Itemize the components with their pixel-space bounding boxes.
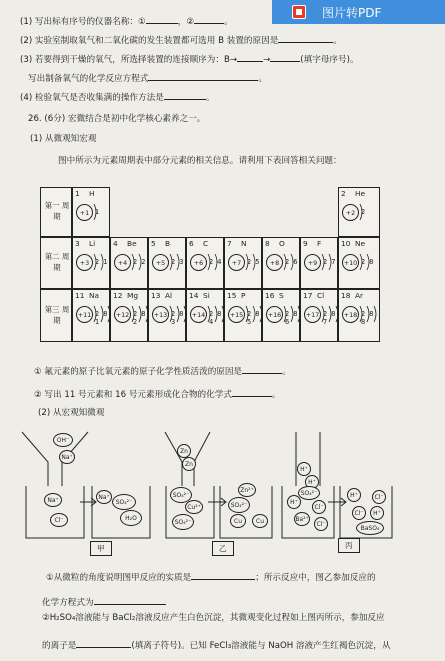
- precipitate-baso4: BaSO₄: [356, 521, 384, 535]
- electron-shells: 2: [361, 208, 367, 216]
- nucleus-charge: +4: [114, 254, 131, 271]
- element-symbol: He: [355, 189, 366, 198]
- electron-shell-arcs: [358, 303, 382, 325]
- ion-oh: OH⁻: [53, 433, 73, 447]
- nucleus-charge: +13: [152, 306, 169, 323]
- nucleus-charge: +12: [114, 306, 131, 323]
- element-number: 12: [113, 291, 123, 300]
- ion-h: H⁺: [297, 462, 311, 476]
- electron-shells: 2 8 1: [95, 310, 109, 326]
- element-number: 8: [265, 239, 270, 248]
- electron-shell-arcs: [92, 201, 116, 223]
- ion-cl: Cl⁻: [314, 517, 328, 531]
- element-cell-n: [224, 237, 262, 289]
- question-b1: ①从微粒的角度说明图甲反应的实质是 ；所示反应中，图乙参加反应的: [46, 570, 376, 583]
- electron-shells: 2 6: [285, 258, 299, 266]
- nucleus-charge: +6: [190, 254, 207, 271]
- diagram-label-bing: 丙: [338, 538, 360, 553]
- ion-so4: SO₄²⁻: [228, 497, 250, 513]
- electron-shell-arcs: [358, 201, 382, 223]
- element-number: 10: [341, 239, 351, 248]
- ion-h: H⁺: [305, 475, 319, 489]
- element-cell-b: [148, 237, 186, 289]
- element-cell-o: [262, 237, 300, 289]
- element-number: 3: [75, 239, 80, 248]
- diagram-label-jia: 甲: [90, 541, 112, 556]
- element-symbol: B: [165, 239, 171, 248]
- ion-so4: SO₄²⁻: [170, 487, 192, 503]
- element-cell-s: [262, 289, 300, 342]
- question-b2-continued: 的离子是 (填离子符号)。已知 FeCl₃溶液能与 NaOH 溶液产生红褐色沉淀，从: [42, 638, 390, 651]
- nucleus-charge: +18: [342, 306, 359, 323]
- element-symbol: Li: [89, 239, 96, 248]
- element-symbol: Cl: [317, 291, 325, 300]
- electron-shells: 2 3: [171, 258, 185, 266]
- ion-na: Na⁺: [44, 493, 62, 507]
- question-26-heading: 26. (6分) 宏微结合是初中化学核心素养之一。: [28, 114, 206, 124]
- element-number: 15: [227, 291, 237, 300]
- element-cell-he: [338, 187, 380, 237]
- period-1-label: 第一 周期: [44, 201, 70, 222]
- element-number: 16: [265, 291, 275, 300]
- element-symbol: F: [317, 239, 322, 248]
- electron-shells: 2 1: [95, 258, 109, 266]
- arrow-jia: [80, 498, 96, 506]
- ion-cl: Cl⁻: [312, 500, 326, 514]
- element-symbol: Si: [203, 291, 210, 300]
- nucleus-charge: +16: [266, 306, 283, 323]
- electron-shells: 2 8 2: [133, 310, 147, 326]
- nucleus-charge: +10: [342, 254, 359, 271]
- ion-h: H⁺: [370, 506, 384, 520]
- ion-na: Na⁺: [96, 490, 112, 504]
- electron-shells: 2 8 4: [209, 310, 223, 326]
- element-symbol: Na: [89, 291, 100, 300]
- section-1-description: 图中所示为元素周期表中部分元素的相关信息。请利用下表回答相关问题：: [58, 156, 342, 166]
- ion-cl: Cl⁻: [50, 513, 68, 527]
- element-number: 1: [75, 189, 80, 198]
- electron-shells: 2 5: [247, 258, 261, 266]
- ion-h: H⁺: [347, 488, 361, 502]
- ion-h: H⁺: [287, 495, 301, 509]
- period-label-cell: [40, 289, 72, 342]
- question-2: (2) 实验室制取氧气和二氧化碳的发生装置都可选用 B 装置的原因是 。: [20, 33, 342, 46]
- nucleus-charge: +14: [190, 306, 207, 323]
- badge-label: 图片转PDF: [322, 5, 382, 20]
- ion-so4: SO₄²⁻: [172, 514, 194, 530]
- atom-cu: Cu: [230, 514, 246, 528]
- nucleus-charge: +7: [228, 254, 245, 271]
- period-label-cell: [40, 237, 72, 289]
- nucleus-charge: +11: [76, 306, 93, 323]
- element-cell-na: [72, 289, 110, 342]
- element-cell-be: [110, 237, 148, 289]
- element-cell-p: [224, 289, 262, 342]
- nucleus-charge: +9: [304, 254, 321, 271]
- question-b2: ②H₂SO₄溶液能与 BaCl₂溶液反应产生白色沉淀，其微观变化过程如上图丙所示，参加反应: [42, 613, 385, 623]
- arrow-bing: [328, 498, 346, 506]
- question-3-equation: 写出制备氧气的化学反应方程式 。: [28, 71, 267, 84]
- atom-cu: Cu: [252, 514, 268, 528]
- element-cell-si: [186, 289, 224, 342]
- element-number: 7: [227, 239, 232, 248]
- ion-so4: SO₄²⁻: [112, 494, 136, 510]
- question-3: (3) 若要得到干燥的氧气，所选择装置的连接顺序为：B→ → (填字母序号)。: [20, 52, 359, 65]
- molecule-h2o: H₂O: [120, 510, 142, 526]
- element-number: 9: [303, 239, 308, 248]
- arrow-yi: [208, 498, 226, 506]
- ion-cl: Cl⁻: [372, 490, 386, 504]
- nucleus-charge: +5: [152, 254, 169, 271]
- periodic-table: [40, 187, 378, 342]
- element-symbol: Mg: [127, 291, 139, 300]
- element-cell-mg: [110, 289, 148, 342]
- question-4: (4) 检验氧气是否收集满的操作方法是 。: [20, 90, 214, 103]
- element-cell-cl: [300, 289, 338, 342]
- electron-shells: 1: [95, 208, 101, 216]
- question-a2: ② 写出 11 号元素和 16 号元素形成化合物的化学式 。: [34, 387, 281, 400]
- element-number: 6: [189, 239, 194, 248]
- element-cell-f: [300, 237, 338, 289]
- element-number: 13: [151, 291, 161, 300]
- element-symbol: Be: [127, 239, 137, 248]
- electron-shell-arcs: [358, 251, 382, 273]
- element-number: 2: [341, 189, 346, 198]
- nucleus-charge: +17: [304, 306, 321, 323]
- element-number: 11: [75, 291, 85, 300]
- section-2-heading: (2) 从宏观知微观: [38, 408, 105, 418]
- element-symbol: O: [279, 239, 285, 248]
- ion-na: Na⁺: [59, 450, 75, 464]
- element-number: 5: [151, 239, 156, 248]
- electron-shells: 2 7: [323, 258, 337, 266]
- atom-zn: Zn: [182, 457, 196, 471]
- element-number: 18: [341, 291, 351, 300]
- section-1-heading: (1) 从微观知宏观: [30, 134, 97, 144]
- element-number: 17: [303, 291, 313, 300]
- pdf-convert-icon: [292, 5, 306, 19]
- nucleus-charge: +8: [266, 254, 283, 271]
- element-cell-al: [148, 289, 186, 342]
- electron-shells: 2 8 3: [171, 310, 185, 326]
- image-to-pdf-badge[interactable]: [272, 0, 445, 24]
- period-label-cell: [40, 187, 72, 237]
- diagram-label-yi: 乙: [212, 541, 234, 556]
- electron-shells: 2 8 5: [247, 310, 261, 326]
- period-3-label: 第三 周期: [44, 305, 70, 326]
- element-cell-li: [72, 237, 110, 289]
- ion-cu: Cu²⁺: [185, 500, 203, 514]
- nucleus-charge: +2: [342, 204, 359, 221]
- element-symbol: P: [241, 291, 246, 300]
- electron-shells: 2 8 7: [323, 310, 337, 326]
- ion-zn: Zn²⁺: [238, 483, 256, 497]
- question-a1: ① 氟元素的原子比氧元素的原子化学性质活泼的原因是 。: [34, 364, 291, 377]
- element-symbol: N: [241, 239, 247, 248]
- question-1: (1) 写出标有序号的仪器名称：① ，② 。: [20, 14, 233, 27]
- ion-so4: SO₄²⁻: [298, 486, 320, 500]
- element-cell-h: [72, 187, 110, 237]
- element-symbol: C: [203, 239, 209, 248]
- ion-ba: Ba²⁺: [294, 512, 310, 526]
- electron-shells: 2 4: [209, 258, 223, 266]
- nucleus-charge: +1: [76, 204, 93, 221]
- question-b1-equation: 化学方程式为: [42, 595, 166, 608]
- element-cell-c: [186, 237, 224, 289]
- electron-shells: 2 8 8: [361, 310, 375, 326]
- period-2-label: 第二 周期: [44, 252, 70, 273]
- element-symbol: Ar: [355, 291, 364, 300]
- element-cell-ar: [338, 289, 380, 342]
- electron-shells: 2 8 6: [285, 310, 299, 326]
- element-symbol: H: [89, 189, 95, 198]
- ion-cl: Cl⁻: [352, 506, 366, 520]
- electron-shells: 2 2: [133, 258, 147, 266]
- element-number: 14: [189, 291, 199, 300]
- element-number: 4: [113, 239, 118, 248]
- element-symbol: Ne: [355, 239, 366, 248]
- element-symbol: S: [279, 291, 284, 300]
- nucleus-charge: +15: [228, 306, 245, 323]
- atom-zn: Zn: [177, 444, 191, 458]
- nucleus-charge: +3: [76, 254, 93, 271]
- element-cell-ne: [338, 237, 380, 289]
- electron-shells: 2 8: [361, 258, 375, 266]
- element-symbol: Al: [165, 291, 173, 300]
